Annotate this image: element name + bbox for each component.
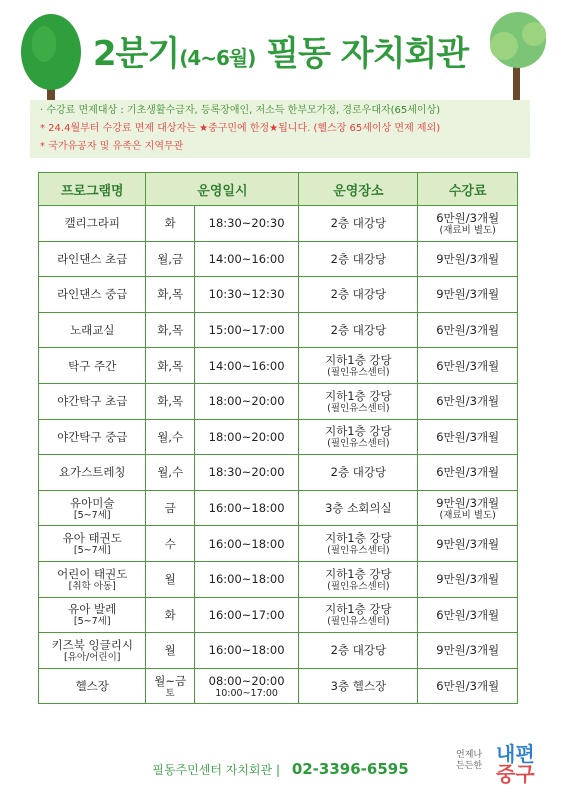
- place-cell: 2층 대강당: [299, 206, 418, 242]
- program-name-cell: 요가스트레칭: [39, 455, 146, 491]
- header-program: 프로그램명: [39, 173, 146, 206]
- table-row: [39, 597, 518, 633]
- program-name-cell: 탁구 주간: [39, 348, 146, 384]
- table-row: [39, 241, 518, 277]
- program-table: [38, 172, 518, 704]
- day-cell: 월,수: [146, 455, 194, 491]
- program-name-cell: 어린이 태권도 [취학 아동]: [39, 561, 146, 597]
- title-quarter: 2분기: [92, 34, 180, 74]
- day-cell: 수: [146, 526, 194, 562]
- time-cell: 18:00~20:00: [194, 419, 298, 455]
- table-row: [39, 419, 518, 455]
- notice-box: [30, 100, 530, 158]
- fee-cell: 6만원/3개월: [418, 597, 518, 633]
- place-cell: 2층 대강당: [299, 241, 418, 277]
- table-row: [39, 206, 518, 242]
- time-cell: 16:00~17:00: [194, 597, 298, 633]
- time-cell: 16:00~18:00: [194, 526, 298, 562]
- table-header-row: [39, 173, 518, 206]
- place-cell: 2층 대강당: [299, 633, 418, 669]
- day-cell: 화: [146, 206, 194, 242]
- place-cell: 지하1층 강당 (필인유스센터): [299, 348, 418, 384]
- place-cell: 2층 대강당: [299, 277, 418, 313]
- table-row: [39, 526, 518, 562]
- day-cell: 월,금: [146, 241, 194, 277]
- fee-cell: 6만원/3개월: [418, 668, 518, 704]
- program-name-cell: 야간탁구 중급: [39, 419, 146, 455]
- time-cell: 08:00~20:00 10:00~17:00: [194, 668, 298, 704]
- time-cell: 14:00~16:00: [194, 241, 298, 277]
- place-cell: 지하1층 강당 (필인유스센터): [299, 561, 418, 597]
- junggu-logo: [456, 744, 546, 786]
- time-cell: 10:30~12:30: [194, 277, 298, 313]
- footer-phone: 02-3396-6595: [291, 760, 409, 778]
- program-name-cell: 야간탁구 초급: [39, 383, 146, 419]
- program-name-cell: 키즈북 잉글리시 [유아/어린이]: [39, 633, 146, 669]
- fee-cell: 6만원/3개월: [418, 455, 518, 491]
- table-row: [39, 383, 518, 419]
- place-cell: 지하1층 강당 (필인유스센터): [299, 526, 418, 562]
- notice-line-veterans: * 국가유공자 및 유족은 지역무관: [40, 141, 184, 152]
- day-cell: 월: [146, 633, 194, 669]
- table-row: [39, 561, 518, 597]
- time-cell: 18:00~20:00: [194, 383, 298, 419]
- table-row: [39, 312, 518, 348]
- program-name-cell: 캘리그라피: [39, 206, 146, 242]
- program-name-cell: 라인댄스 중급: [39, 277, 146, 313]
- program-name-cell: 헬스장: [39, 668, 146, 704]
- page-title: [0, 26, 561, 75]
- place-cell: 지하1층 강당 (필인유스센터): [299, 419, 418, 455]
- place-cell: 2층 대강당: [299, 455, 418, 491]
- table-row: [39, 455, 518, 491]
- fee-cell: 6만원/3개월: [418, 383, 518, 419]
- day-cell: 월~금 토: [146, 668, 194, 704]
- place-cell: 2층 대강당: [299, 312, 418, 348]
- day-cell: 화,목: [146, 383, 194, 419]
- program-name-cell: 유아 발레 [5~7세]: [39, 597, 146, 633]
- day-cell: 월,수: [146, 419, 194, 455]
- fee-cell: 9만원/3개월: [418, 561, 518, 597]
- fee-cell: 9만원/3개월: [418, 241, 518, 277]
- time-cell: 15:00~17:00: [194, 312, 298, 348]
- day-cell: 화,목: [146, 312, 194, 348]
- logo-brand-top: 내편: [496, 742, 535, 766]
- time-cell: 16:00~18:00: [194, 633, 298, 669]
- place-cell: 3층 소회의실: [299, 490, 418, 526]
- day-cell: 월: [146, 561, 194, 597]
- place-cell: 지하1층 강당 (필인유스센터): [299, 597, 418, 633]
- fee-cell: 9만원/3개월 (재료비 별도): [418, 490, 518, 526]
- day-cell: 화,목: [146, 277, 194, 313]
- fee-cell: 9만원/3개월: [418, 633, 518, 669]
- place-cell: 3층 헬스장: [299, 668, 418, 704]
- program-name-cell: 라인댄스 초급: [39, 241, 146, 277]
- program-name-cell: 유아 태권도 [5~7세]: [39, 526, 146, 562]
- table-row: [39, 490, 518, 526]
- title-months: (4~6월): [179, 46, 256, 70]
- time-cell: 16:00~18:00: [194, 561, 298, 597]
- day-cell: 화: [146, 597, 194, 633]
- table-row: [39, 633, 518, 669]
- header-place: 운영장소: [299, 173, 418, 206]
- fee-cell: 6만원/3개월 (재료비 별도): [418, 206, 518, 242]
- header-schedule: 운영일시: [146, 173, 299, 206]
- fee-cell: 6만원/3개월: [418, 419, 518, 455]
- day-cell: 금: [146, 490, 194, 526]
- header-fee: 수강료: [418, 173, 518, 206]
- fee-cell: 9만원/3개월: [418, 277, 518, 313]
- time-cell: 14:00~16:00: [194, 348, 298, 384]
- table-row: [39, 668, 518, 704]
- logo-tagline: 언제나 든든한: [456, 750, 483, 771]
- program-name-cell: 유아미술 [5~7세]: [39, 490, 146, 526]
- place-cell: 지하1층 강당 (필인유스센터): [299, 383, 418, 419]
- time-cell: 18:30~20:30: [194, 206, 298, 242]
- logo-brand-bottom: 중구: [496, 762, 535, 786]
- program-name-cell: 노래교실: [39, 312, 146, 348]
- footer-org: 필동주민센터 자치회관: [152, 763, 273, 777]
- time-cell: 18:30~20:00: [194, 455, 298, 491]
- fee-cell: 9만원/3개월: [418, 526, 518, 562]
- notice-line-exemption: · 수강료 면제대상 : 기초생활수급자, 등록장애인, 저소득 한부모가정, 경로우대자(65세이상): [40, 105, 441, 116]
- fee-cell: 6만원/3개월: [418, 348, 518, 384]
- footer-separator: |: [275, 763, 280, 777]
- table-row: [39, 277, 518, 313]
- time-cell: 16:00~18:00: [194, 490, 298, 526]
- notice-line-residents: * 24.4월부터 수강료 면제 대상자는 ★중구민에 한정★됩니다. (헬스장 65세이상 면제 제외): [40, 123, 441, 134]
- fee-cell: 6만원/3개월: [418, 312, 518, 348]
- day-cell: 화,목: [146, 348, 194, 384]
- title-venue: 필동 자치회관: [266, 34, 469, 74]
- table-row: [39, 348, 518, 384]
